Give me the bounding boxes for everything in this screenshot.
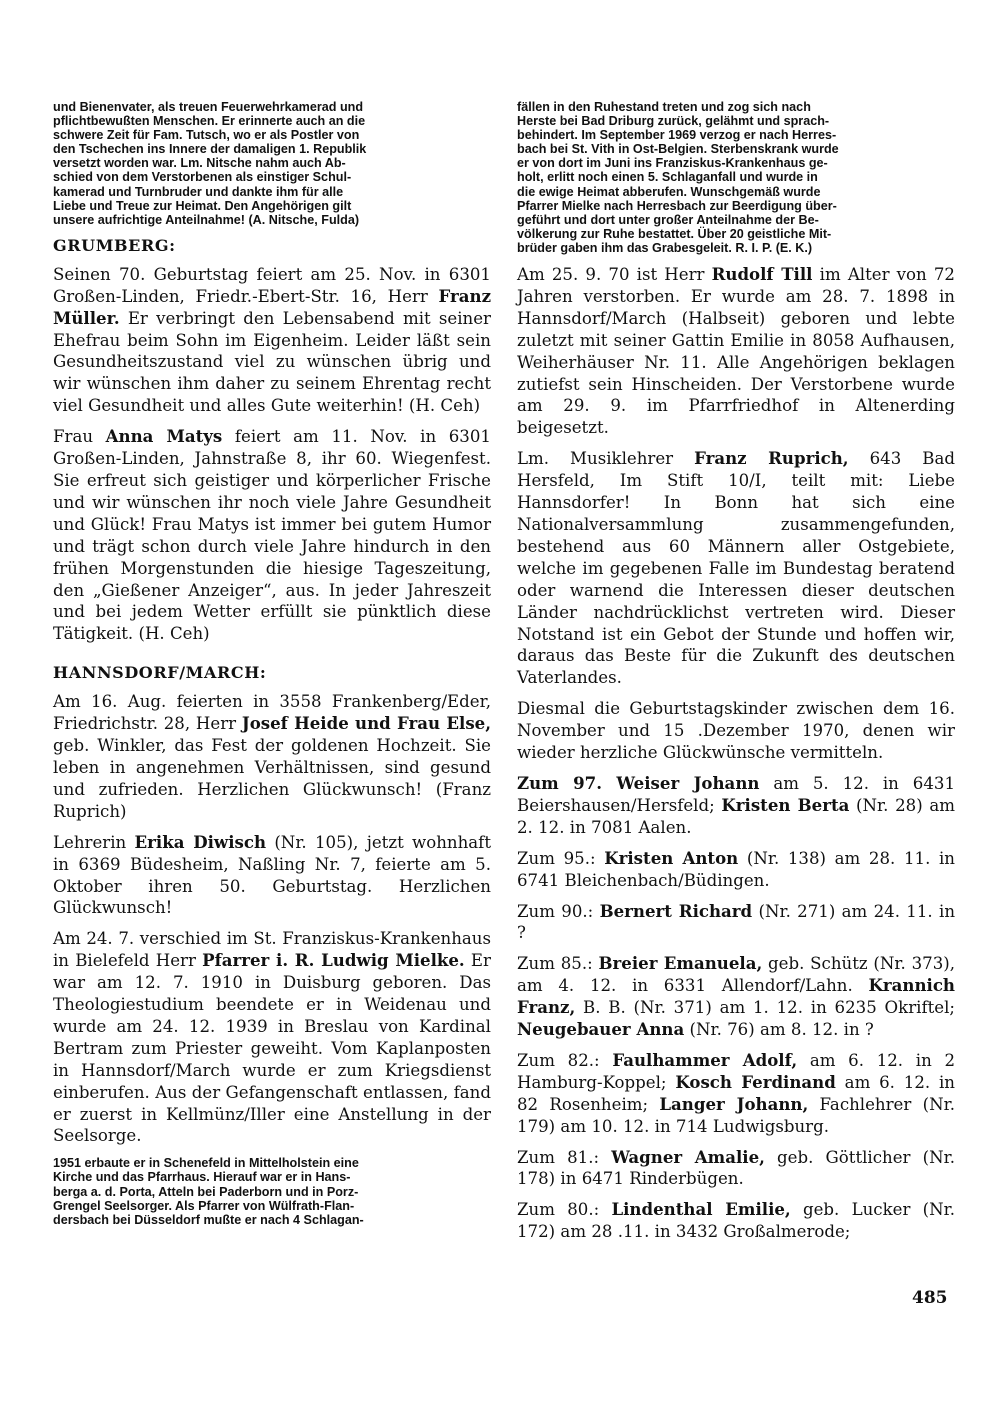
paragraph-anna-matys: Frau Anna Matys feiert am 11. Nov. in 6301 Großen-Linden, Jahnstraße 8, ihr 60. Wiegenfest. Sie erfreut sich geistiger und körperlicher Frische und wir wünschen ihr noch viele Jahre Gesundheit und Glück! Frau Matys ist immer bei gutem Humor und trägt schon durch viele Jahre hindurch in den frühen Morgenstunden die hiesige Tageszeitung, den „Gießener Anzeiger“, aus. In jeder Jahreszeit und bei jedem Wetter erfüllt sie pünktlich diese Tätigkeit. (H. Ceh) [53, 426, 491, 644]
paragraph-pfarrer-mielke: Am 24. 7. verschied im St. Franziskus-Krankenhaus in Bielefeld Herr Pfarrer i. R. Ludwig Mielke. Er war am 12. 7. 1910 in Duisburg geboren. Das Theologiestudium beendete er in Weidenau und wurde am 24. 12. 1939 in Breslau von Kardinal Bertram zum Priester geweiht. Vom Kaplanposten in Hannsdorf/March wurde er zum Kriegsdienst einberufen. Aus der Gefangenschaft entlassen, fand er zuerst in Kellmünz/Iller eine Anstellung in der Seelsorge. [53, 929, 491, 1146]
paragraph-heide-golden-wedding: Am 16. Aug. feierten in 3558 Frankenberg/Eder, Friedrichstr. 28, Herr Josef Heide und Frau Else, geb. Winkler, das Fest der goldenen Hochzeit. Sie leben in angenehmen Verhältnissen, sind gesund und zufrieden. Herzlichen Glückwunsch! (Franz Ruprich) [53, 692, 491, 821]
paragraph-obituary-tutsch-end: und Bienenvater, als treuen Feuerwehrkamerad und pflichtbewußten Menschen. Er erinnerte auch an die schwere Zeit für Fam. Tutsch, wo er als Postler von den Tschechen ins Innere der damaligen 1. Republik versetzt worden war. Lm. Nitsche nahm auch Ab- schied von dem Verstorbenen als einstiger Schul- kamerad und Turnbruder und dankte ihm für alle Liebe und Treue zur Heimat. Den Angehörigen gilt unsere aufrichtige Anteilnahme! (A. Nitsche, Fulda) [53, 100, 367, 227]
section-heading-hannsdorf: HANNSDORF/MARCH: [53, 663, 267, 683]
paragraph-mielke-end: fällen in den Ruhestand treten und zog sich nach Herste bei Bad Driburg zurück, gelähmt und sprach- behindert. Im September 1969 verzog er nach Herres- bach bei St. Vith in Ost-Belgien. Sterbenskrank wurde er von dort im Juni ins Franziskus-Krankenhaus ge- holt, erlitt noch einen 5. Schlaganfall und wurde in die ewige Heimat abberufen. Wunschgemäß wurde Pfarrer Mielke nach Herresbach zur Beerdigung über- geführt und dort unter großer Anteilnahme der Be- völkerung zur Ruhe bestattet. Über 20 geistliche Mit- brüder gaben ihm das Grabesgeleit. R. I. P. (E. K.) [517, 100, 839, 255]
birthday-entry-82: Zum 82.: Faulhammer Adolf, am 6. 12. in 2 Hamburg-Koppel; Kosch Ferdinand am 6. 12. in 82 Rosenheim; Langer Johann, Fachlehrer (Nr. 179) am 10. 12. in 714 Ludwigsburg. [517, 1049, 956, 1136]
birthday-entry-80: Zum 80.: Lindenthal Emilie, geb. Lucker (Nr. 172) am 28 .11. in 3432 Großalmerode; [517, 1199, 956, 1242]
paragraph-franz-ruprich: Lm. Musiklehrer Franz Ruprich, 643 Bad Hersfeld, Im Stift 10/I, teilt mit: Liebe Hannsdorfer! In Bonn hat sich eine Nationalversammlung zusammengefunden, bestehend aus 60 Männern aller Ostgebiete, welche im gegebenen Falle im Bundestag beratend oder warnend die Interessen dieser deutschen Länder nachdrücklichst vertreten wird. Dieser Notstand ist ein Gebot der Stunde und hoffen wir, daraus das Beste für die Zukunft des deutschen Vaterlandes. [517, 448, 955, 688]
birthday-entry-81: Zum 81.: Wagner Amalie, geb. Göttlicher (Nr. 178) in 6471 Rinderbügen. [517, 1146, 955, 1189]
birthday-entry-85: Zum 85.: Breier Emanuela, geb. Schütz (Nr. 373), am 4. 12. in 6331 Allendorf/Lahn. Krannich Franz, B. B. (Nr. 371) am 1. 12. in 6235 Okriftel; Neugebauer Anna (Nr. 76) am 8. 12. in ? [517, 953, 955, 1040]
paragraph-franz-mueller: Seinen 70. Geburtstag feiert am 25. Nov. in 6301 Großen-Linden, Friedr.-Ebert-Str. 16, Herr Franz Müller. Er verbringt den Lebensabend mit seiner Ehefrau beim Sohn im Eigenheim. Leider läßt sein Gesundheitszustand viel zu wünschen übrig und wir wünschen ihm daher zu seinem Ehrentag recht viel Gesundheit und alles Gute weiterhin! (H. Ceh) [53, 264, 491, 416]
paragraph-birthdays-intro: Diesmal die Geburtstagskinder zwischen dem 16. November und 15 .Dezember 1970, denen wir wieder herzliche Glückwünsche vermitteln. [517, 699, 955, 763]
paragraph-erika-diwisch: Lehrerin Erika Diwisch (Nr. 105), jetzt wohnhaft in 6369 Büdesheim, Naßling Nr. 7, feierte am 5. Oktober ihren 50. Geburtstag. Herzlichen Glückwunsch! [53, 831, 491, 918]
paragraph-rudolf-till: Am 25. 9. 70 ist Herr Rudolf Till im Alter von 72 Jahren verstorben. Er wurde am 28. 7. 1898 in Hannsdorf/March (Halbseit) geboren und lebte zuletzt mit seiner Gattin Emilie in 8058 Aufhausen, Weiherhäuser Nr. 11. Alle Angehörigen beklagen zutiefst sein Hinscheiden. Der Verstorbene wurde am 29. 9. im Pfarrfriedhof in Altenerding beigesetzt. [517, 264, 955, 438]
birthday-entry-90: Zum 90.: Bernert Richard (Nr. 271) am 24. 11. in ? [517, 900, 956, 943]
birthday-entry-97: Zum 97. Weiser Johann am 5. 12. in 6431 Beiershausen/Hersfeld; Kristen Berta (Nr. 28) am 2. 12. in 7081 Aalen. [517, 772, 955, 837]
section-heading-grumberg: GRUMBERG: [53, 235, 176, 255]
page-number: 485 [912, 1288, 948, 1308]
birthday-entry-95: Zum 95.: Kristen Anton (Nr. 138) am 28. 11. in 6741 Bleichenbach/Büdingen. [517, 847, 955, 890]
right-column [517, 100, 955, 1252]
left-column [53, 100, 491, 1236]
paragraph-mielke-continued: 1951 erbaute er in Schenefeld in Mittelholstein eine Kirche und das Pfarrhaus. Hierauf war er in Hans- berga a. d. Porta, Atteln bei Paderborn und in Porz- Grengel Seelsorger. Als Pfarrer von Wülfrath-Flan- dersbach bei Düsseldorf mußte er nach 4 Schlagan- [53, 1156, 364, 1227]
